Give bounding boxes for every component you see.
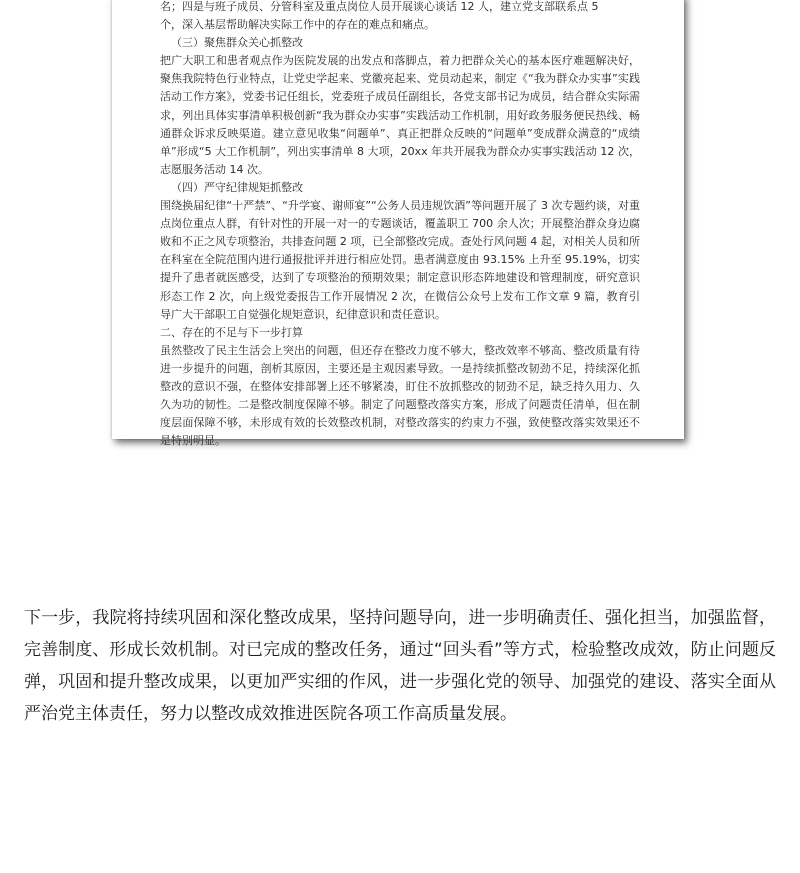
part2-body: 虽然整改了民主生活会上突出的问题，但还存在整改力度不够大，整改效率不够高、整改质量有待进一步提升的问题，剖析其原因，主要还是主观因素导致。一是持续抓整改韧劲不足，持续深化抓整改的意识不强，在整体安排部署上还不够紧凑，盯住不放抓整改的韧劲不足，缺乏持久用力、久久为功的韧性。二是整改制度保障不够。制定了问题整改落实方案，形成了问题责任清单，但在制度层面保障不够，未形成有效的长效整改机制，对整改落实的约束力不强，致使整改落实效果还不是特别明显。 (160, 343, 640, 448)
document-text (160, 0, 640, 450)
top-line-1: 名；四是与班子成员、分管科室及重点岗位人员开展谈心谈话 12 人，建立党支部联系点 5 (160, 0, 599, 13)
document-page-image (112, 0, 684, 448)
tail-paragraph: 下一步，我院将持续巩固和深化整改成果，坚持问题导向，进一步明确责任、强化担当，加强监督，完善制度、形成长效机制。对已完成的整改任务，通过“回头看”等方式，检验整改成效，防止问题反弹，巩固和提升整改成果，以更加严实细的作风，进一步强化党的领导、加强党的建设、落实全面从严治党主体责任，努力以整改成效推进医院各项工作高质量发展。 (24, 608, 776, 724)
section4-body: 围绕换届纪律“十严禁”、“升学宴、谢师宴”“公务人员违规饮酒”等问题开展了 3 次专题约谈，对重点岗位重点人群，有针对性的开展一对一的专题谈话，覆盖职工 700 余人次；开展整治群众身边腐败和不正之风专项整治，共排查问题 2 项，已全部整改完成。查处行风问题 4 起，对相关人员和所在科室在全院范围内进行通报批评并进行相应处罚。患者满意度由 93.15% 上升至 95.19%，切实提升了患者就医感受，达到了专项整治的预期效果；制定意识形态阵地建设和管理制度，研究意识形态工作 2 次，向上级党委报告工作开展情况 2 次，在微信公众号上发布工作文章 9 篇，教育引导广大干部职工自觉强化规矩意识，纪律意识和责任意识。 (160, 199, 640, 321)
part2-title: 二、存在的不足与下一步打算 (160, 325, 303, 339)
section3-body: 把广大职工和患者观点作为医院发展的出发点和落脚点，着力把群众关心的基本医疗难题解决好，聚焦我院特色行业特点，让党史学起来、党徽亮起来、党员动起来，制定《“我为群众办实事”实践活动工作方案》，党委书记任组长，党委班子成员任副组长，各党支部书记为成员，结合群众实际需求，列出具体实事清单积极创新“我为群众办实事”实践活动工作机制，用好政务服务便民热线、畅通群众诉求反映渠道。建立意见收集“问题单”、真正把群众反映的“问题单”变成群众满意的“成绩单”形成“5 大工作机制”，列出实事清单 8 大项，20xx 年共开展我为群众办实事实践活动 12 次，志愿服务活动 14 次。 (160, 54, 640, 176)
top-line-2: 个，深入基层帮助解决实际工作中的存在的难点和痛点。 (160, 18, 435, 32)
section3-title: （三）聚焦群众关心抓整改 (171, 36, 303, 50)
section4-title: （四）严守纪律规矩抓整改 (171, 180, 303, 194)
